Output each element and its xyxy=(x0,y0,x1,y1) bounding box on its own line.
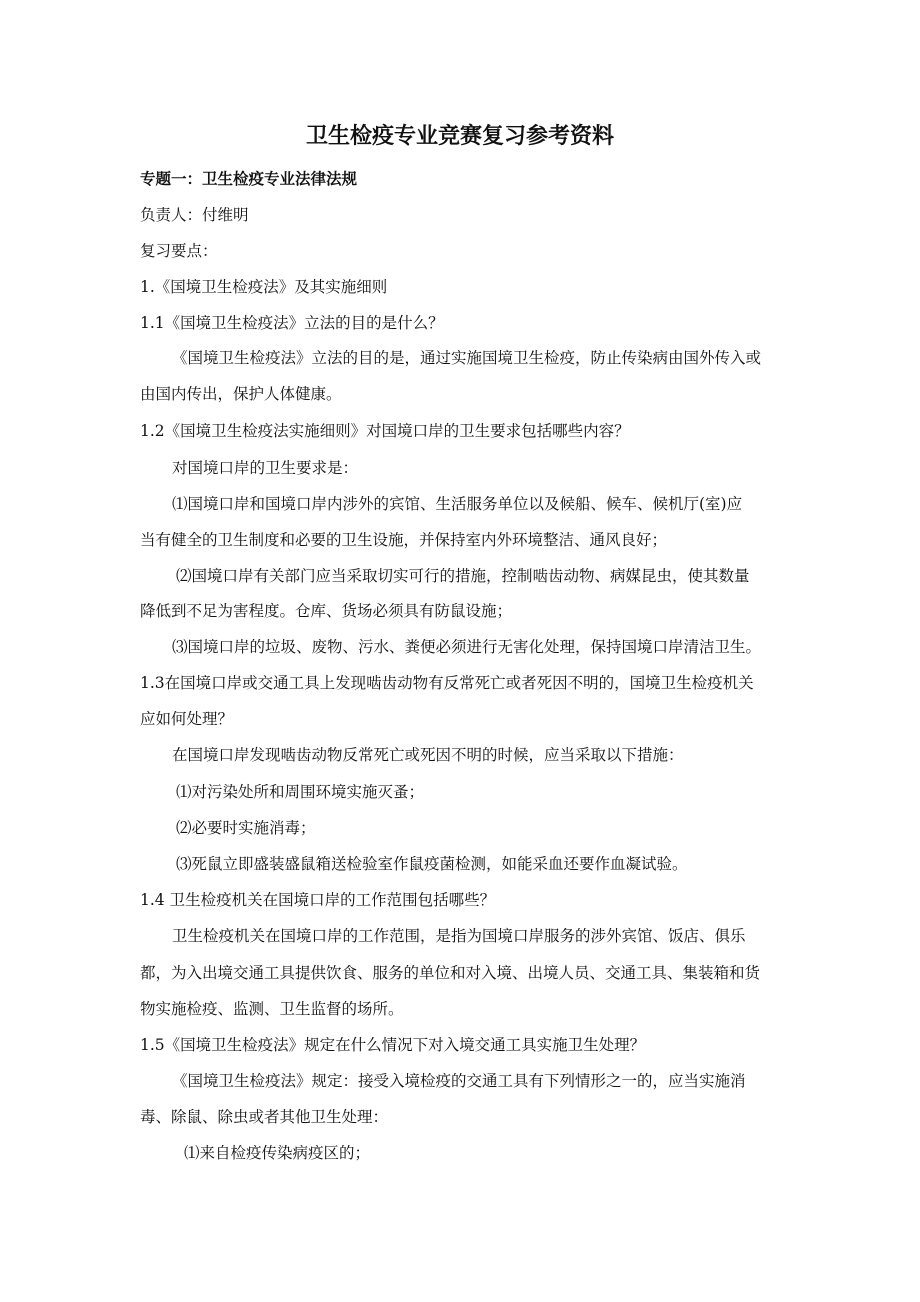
answer-1-2-intro: 对国境口岸的卫生要求是： xyxy=(172,459,359,477)
answer-1-4-line-1: 卫生检疫机关在国境口岸的工作范围，是指为国境口岸服务的涉外宾馆、饭店、俱乐 xyxy=(172,927,746,945)
answer-1-2-item-3: ⑶国境口岸的垃圾、废物、污水、粪便必须进行无害化处理，保持国境口岸清洁卫生。 xyxy=(172,638,762,656)
answer-1-3-intro: 在国境口岸发现啮齿动物反常死亡或死因不明的时候，应当采取以下措施： xyxy=(172,746,684,764)
answer-1-4-line-3: 物实施检疫、监测、卫生监督的场所。 xyxy=(140,1000,404,1018)
answer-1-2-item-2-line-1: ⑵国境口岸有关部门应当采取切实可行的措施，控制啮齿动物、病媒昆虫，使其数量 xyxy=(176,567,750,585)
question-1-2: 1.2《国境卫生检疫法实施细则》对国境口岸的卫生要求包括哪些内容？ xyxy=(140,422,630,440)
answer-1-5-item-1: ⑴来自检疫传染病疫区的； xyxy=(184,1144,371,1162)
answer-1-3-item-1: ⑴对污染处所和周围环境实施灭蚤； xyxy=(176,783,425,801)
section-heading: 1.《国境卫生检疫法》及其实施细则 xyxy=(140,278,388,296)
question-1-1: 1.1《国境卫生检疫法》立法的目的是什么？ xyxy=(140,314,444,332)
answer-1-1-line-1: 《国境卫生检疫法》立法的目的是，通过实施国境卫生检疫，防止传染病由国外传入或 xyxy=(172,349,762,367)
question-1-4: 1.4 卫生检疫机关在国境口岸的工作范围包括哪些？ xyxy=(140,891,496,909)
question-1-5: 1.5《国境卫生检疫法》规定在什么情况下对入境交通工具实施卫生处理？ xyxy=(140,1036,646,1054)
question-1-3-line-2: 应如何处理？ xyxy=(140,710,234,728)
question-1-3-line-1: 1.3在国境口岸或交通工具上发现啮齿动物有反常死亡或者死因不明的，国境卫生检疫机关 xyxy=(140,674,754,692)
owner-line: 负责人：付维明 xyxy=(140,206,249,224)
answer-1-5-line-2: 毒、除鼠、除虫或者其他卫生处理： xyxy=(140,1108,389,1126)
answer-1-3-item-3: ⑶死鼠立即盛装盛鼠箱送检验室作鼠疫菌检测，如能采血还要作血凝试验。 xyxy=(176,855,688,873)
answer-1-2-item-1-line-1: ⑴国境口岸和国境口岸内涉外的宾馆、生活服务单位以及候船、候车、候机厅(室)应 xyxy=(172,495,743,513)
answer-1-3-item-2: ⑵必要时实施消毒； xyxy=(176,819,316,837)
answer-1-5-line-1: 《国境卫生检疫法》规定：接受入境检疫的交通工具有下列情形之一的，应当实施消 xyxy=(172,1072,746,1090)
review-points-label: 复习要点： xyxy=(140,242,218,260)
answer-1-4-line-2: 都，为入出境交通工具提供饮食、服务的单位和对入境、出境人员、交通工具、集装箱和货 xyxy=(140,964,761,982)
document-title: 卫生检疫专业竞赛复习参考资料 xyxy=(305,123,614,149)
answer-1-1-line-2: 由国内传出，保护人体健康。 xyxy=(140,385,342,403)
answer-1-2-item-2-line-2: 降低到不足为害程度。仓库、货场必须具有防鼠设施； xyxy=(140,602,513,620)
answer-1-2-item-1-line-2: 当有健全的卫生制度和必要的卫生设施，并保持室内外环境整洁、通风良好； xyxy=(140,531,668,549)
topic-heading: 专题一：卫生检疫专业法律法规 xyxy=(140,169,358,188)
